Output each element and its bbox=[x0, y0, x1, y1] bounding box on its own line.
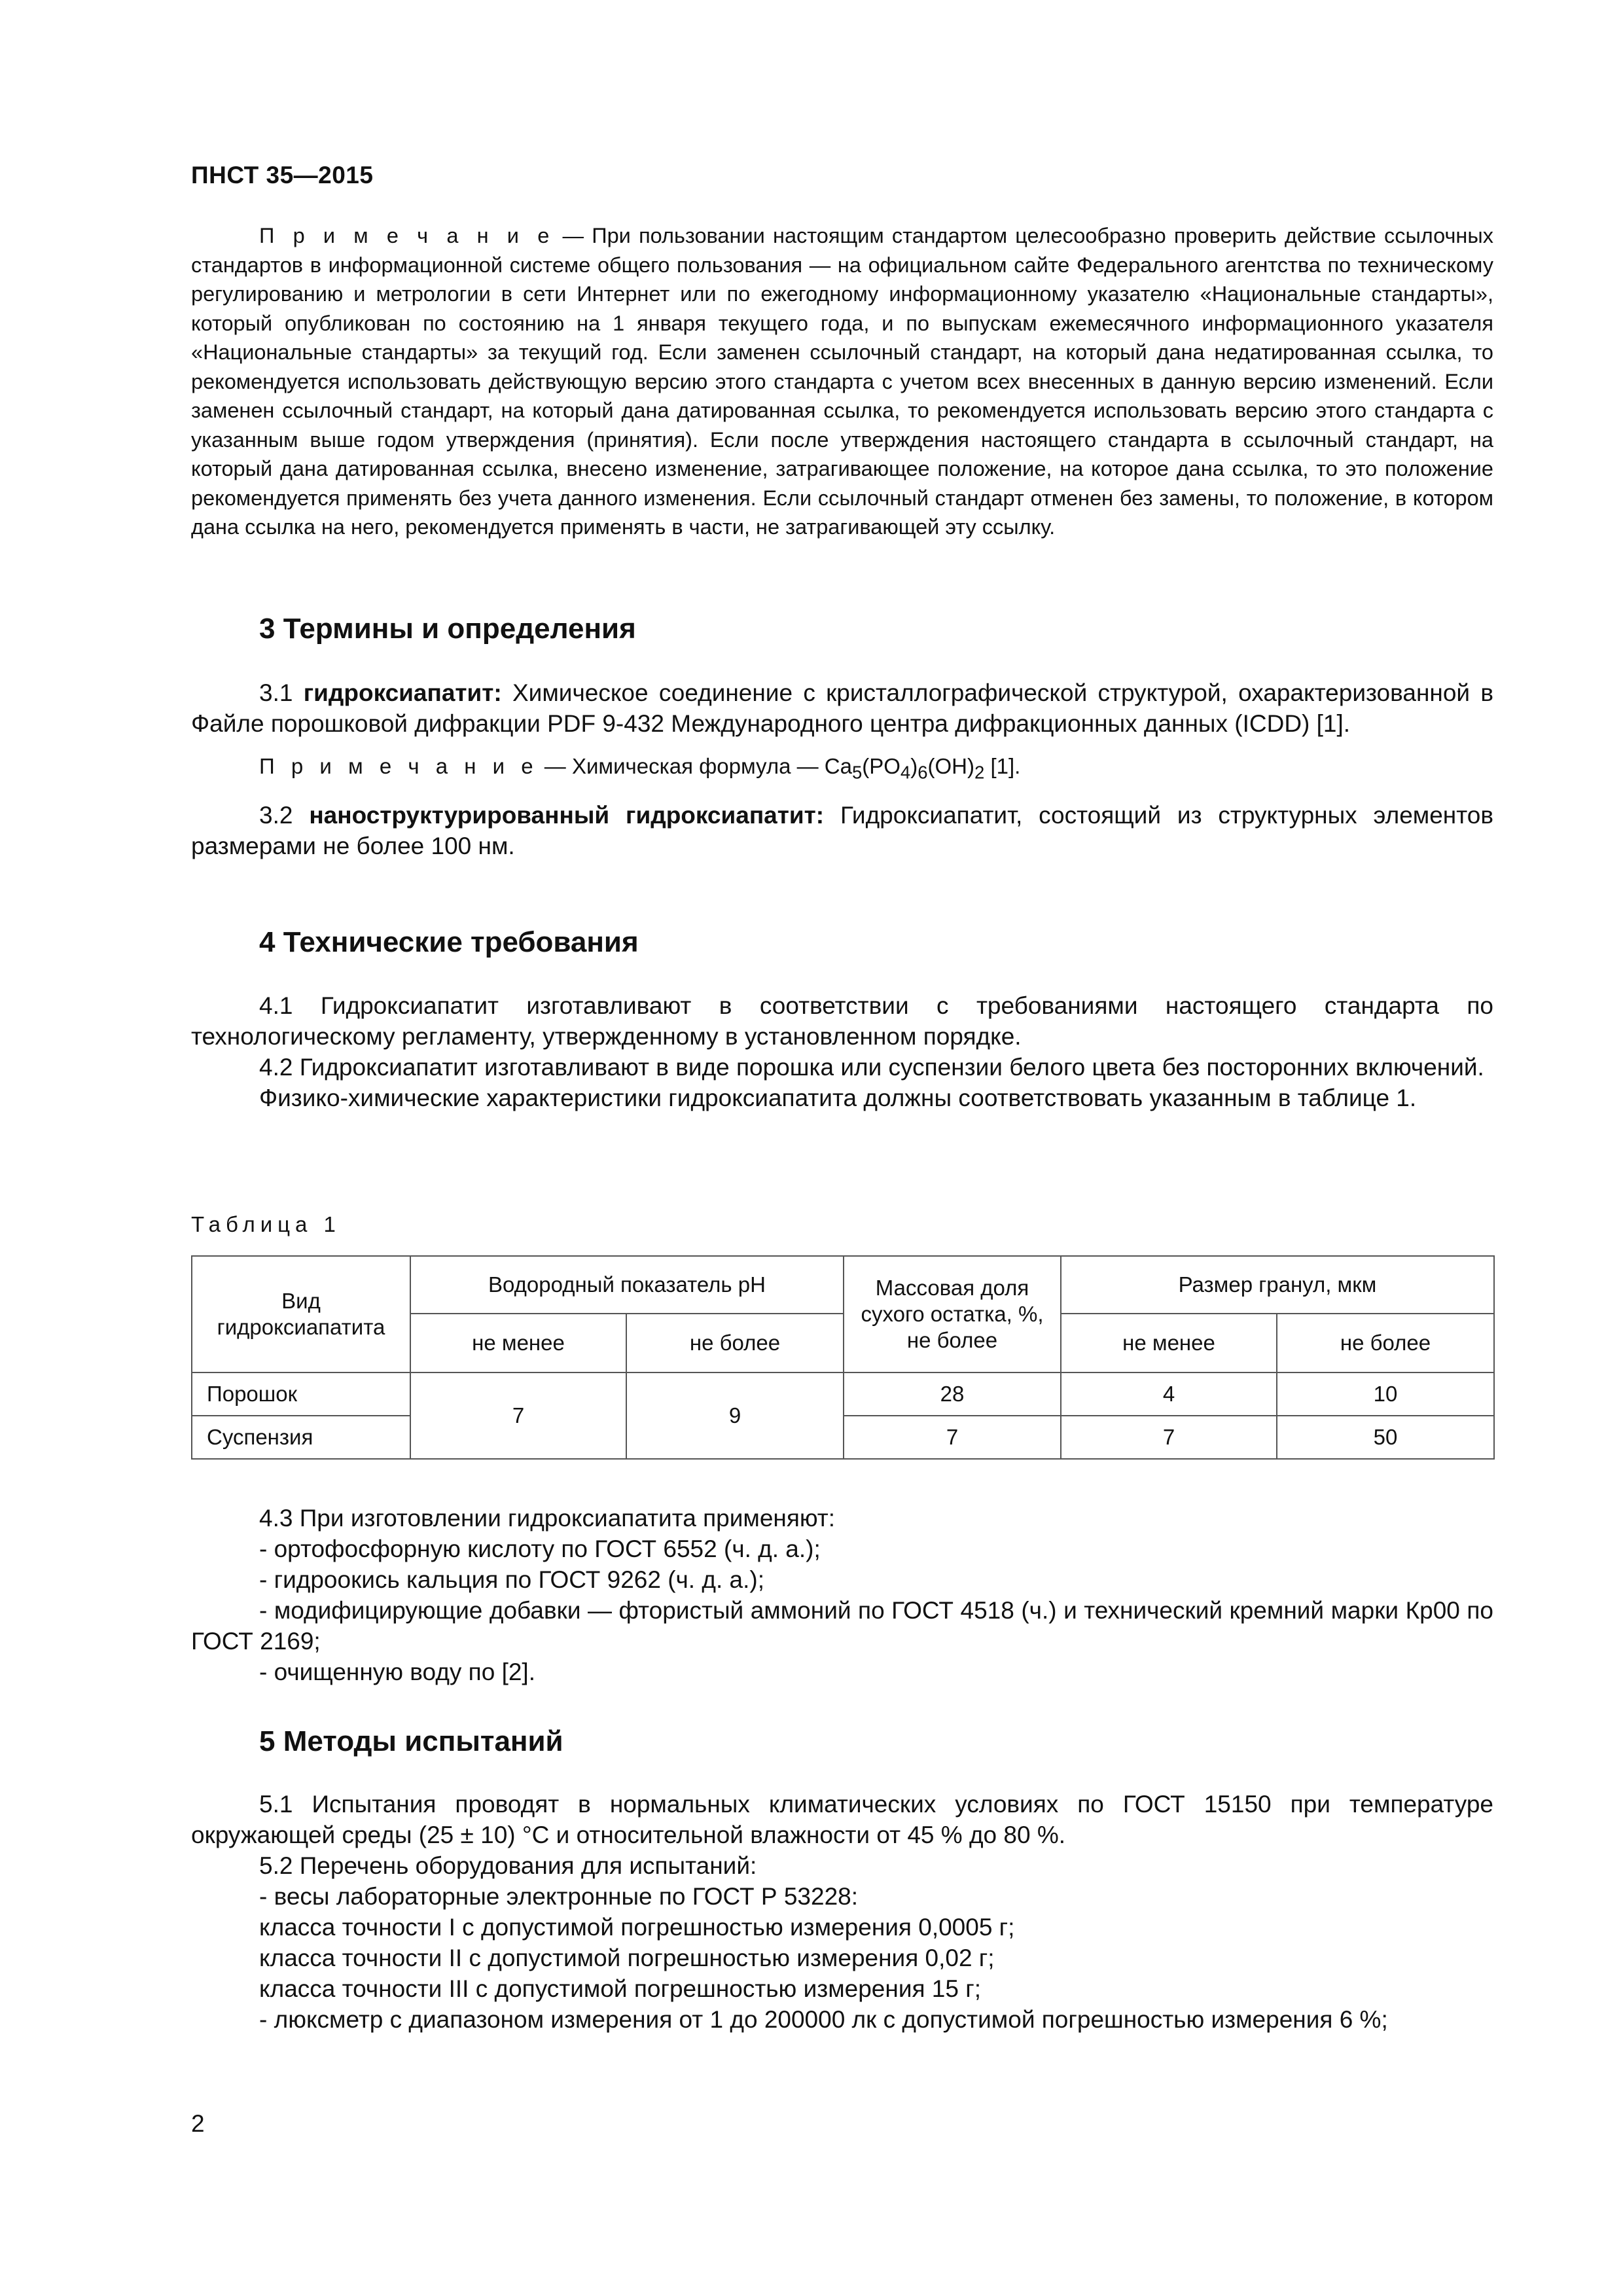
table-row bbox=[192, 1372, 1494, 1416]
list-item: класса точности I с допустимой погрешностью измерения 0,0005 г; bbox=[259, 1914, 1015, 1941]
note-label: П р и м е ч а н и е bbox=[259, 754, 539, 778]
subheader-size-min: не менее bbox=[1061, 1314, 1277, 1372]
paragraph-4-3: 4.3 При изготовлении гидроксиапатита применяют: bbox=[259, 1505, 836, 1532]
paragraph-4-2: 4.2 Гидроксиапатит изготавливают в виде порошка или суспензии белого цвета без посторонних включений. bbox=[259, 1054, 1484, 1081]
formula-note bbox=[191, 751, 1493, 788]
subheader-ph-max: не более bbox=[626, 1314, 844, 1372]
references-note bbox=[191, 221, 1493, 542]
subscript: 4 bbox=[900, 762, 911, 783]
section-4-body bbox=[191, 990, 1493, 1113]
paragraph-4-2b: Физико-химические характеристики гидроксиапатита должны соответствовать указанным в таблице 1. bbox=[259, 1085, 1417, 1111]
para-number: 3.2 bbox=[259, 801, 310, 829]
definition-text: Химическое соединение с кристаллографической структурой, охарактеризованной в Файле порошковой дифракции PDF 9-432 Международного центра дифракционных данных (ICDD) [1]. bbox=[191, 679, 1493, 737]
cell-mass: 28 bbox=[844, 1372, 1061, 1416]
note-text: ) bbox=[910, 754, 918, 778]
note-text: (OH) bbox=[927, 754, 974, 778]
section-4-title: 4 Технические требования bbox=[259, 926, 639, 958]
note-text: — Химическая формула — Ca bbox=[538, 754, 852, 778]
cell-ph-max: 9 bbox=[626, 1372, 844, 1459]
section-3-title: 3 Термины и определения bbox=[259, 613, 636, 645]
list-item: класса точности II с допустимой погрешностью измерения 0,02 г; bbox=[259, 1945, 995, 1971]
document-number: ПНСТ 35—2015 bbox=[191, 162, 374, 188]
col-header-size: Размер гранул, мкм bbox=[1061, 1256, 1494, 1314]
note-text: — При пользовании настоящим стандартом целесообразно проверить действие ссылочных стандартов в информационной системе общего пользования — на официальном сайте Федерального агентства по техническому регулированию и метрологии в сети Интернет или по ежегодному информационному указателю «Национальные стандарты», который опубликован по состоянию на 1 января текущего года, и по выпускам ежемесячного информационного указателя «Национальные стандарты» за текущий год. Если заменен ссылочный стандарт, на который дана недатированная ссылка, то рекомендуется использовать действующую версию этого стандарта с учетом всех внесенных в данную версию изменений. Если заменен ссылочный стандарт, на который дана датированная ссылка, то рекомендуется использовать версию этого стандарта с указанным выше годом утверждения (принятия). Если после утверждения настоящего стандарта в ссылочный стандарт, на который дана датированная ссылка, внесено изменение, затрагивающее положение, на которое дана ссылка, то это положение рекомендуется применять без учета данного изменения. Если ссылочный стандарт отменен без замены, то положение, в котором дана ссылка на него, рекомендуется применять в части, не затрагивающей эту ссылку. bbox=[191, 224, 1493, 539]
section-5-title: 5 Методы испытаний bbox=[259, 1725, 563, 1757]
note-text: (PO bbox=[862, 754, 901, 778]
list-item: - модифицирующие добавки — фтористый аммоний по ГОСТ 4518 (ч.) и технический кремний марки Кр00 по ГОСТ 2169; bbox=[191, 1597, 1493, 1655]
subscript: 5 bbox=[851, 762, 863, 783]
row-label: Порошок bbox=[192, 1372, 410, 1416]
cell-ph-min: 7 bbox=[410, 1372, 626, 1459]
subheader-size-max: не более bbox=[1277, 1314, 1494, 1372]
list-item: - люксметр с диапазоном измерения от 1 до 200000 лк с допустимой погрешностью измерения 6 %; bbox=[259, 2006, 1388, 2033]
subscript: 2 bbox=[974, 762, 985, 783]
para-number: 3.1 bbox=[259, 679, 304, 706]
cell-size-min: 7 bbox=[1061, 1416, 1277, 1459]
subscript: 6 bbox=[918, 762, 928, 783]
note-text: [1]. bbox=[984, 754, 1021, 778]
term-nanostructured: наноструктурированный гидроксиапатит: bbox=[309, 801, 825, 829]
paragraph-3-2 bbox=[191, 800, 1493, 861]
section-5-body bbox=[191, 1789, 1493, 2035]
paragraph-3-1 bbox=[191, 677, 1493, 739]
subheader-ph-min: не менее bbox=[410, 1314, 626, 1372]
paragraph-5-2: 5.2 Перечень оборудования для испытаний: bbox=[259, 1852, 757, 1879]
paragraph-4-1: 4.1 Гидроксиапатит изготавливают в соответствии с требованиями настоящего стандарта по технологическому регламенту, утвержденному в установленном порядке. bbox=[191, 992, 1493, 1050]
table-caption: Таблица 1 bbox=[191, 1212, 341, 1236]
note-label: П р и м е ч а н и е bbox=[259, 224, 555, 247]
paragraph-4-3-block bbox=[191, 1503, 1493, 1687]
definition-text: Гидроксиапатит, состоящий из структурных элементов размерами не более 100 нм. bbox=[191, 801, 1494, 859]
cell-size-max: 10 bbox=[1277, 1372, 1494, 1416]
list-item: - ортофосфорную кислоту по ГОСТ 6552 (ч. д. а.); bbox=[259, 1535, 821, 1562]
list-item: - гидроокись кальция по ГОСТ 9262 (ч. д. а.); bbox=[259, 1566, 764, 1593]
col-header-type: Вид гидроксиапатита bbox=[192, 1256, 410, 1372]
row-label: Суспензия bbox=[192, 1416, 410, 1459]
col-header-mass: Массовая доля сухого остатка, %, не более bbox=[844, 1256, 1061, 1372]
list-item: класса точности III с допустимой погрешностью измерения 15 г; bbox=[259, 1975, 982, 2002]
cell-size-min: 4 bbox=[1061, 1372, 1277, 1416]
list-item: - весы лабораторные электронные по ГОСТ Р 53228: bbox=[259, 1883, 859, 1910]
cell-mass: 7 bbox=[844, 1416, 1061, 1459]
col-header-ph: Водородный показатель pH bbox=[410, 1256, 844, 1314]
page-number: 2 bbox=[191, 2110, 205, 2137]
paragraph-5-1: 5.1 Испытания проводят в нормальных климатических условиях по ГОСТ 15150 при температуре окружающей среды (25 ± 10) °С и относительной влажности от 45 % до 80 %. bbox=[191, 1791, 1493, 1848]
term-hydroxyapatite: гидроксиапатит: bbox=[303, 679, 502, 706]
section-3-body bbox=[191, 677, 1493, 861]
cell-size-max: 50 bbox=[1277, 1416, 1494, 1459]
table-1 bbox=[191, 1255, 1495, 1460]
list-item: - очищенную воду по [2]. bbox=[259, 1659, 535, 1685]
